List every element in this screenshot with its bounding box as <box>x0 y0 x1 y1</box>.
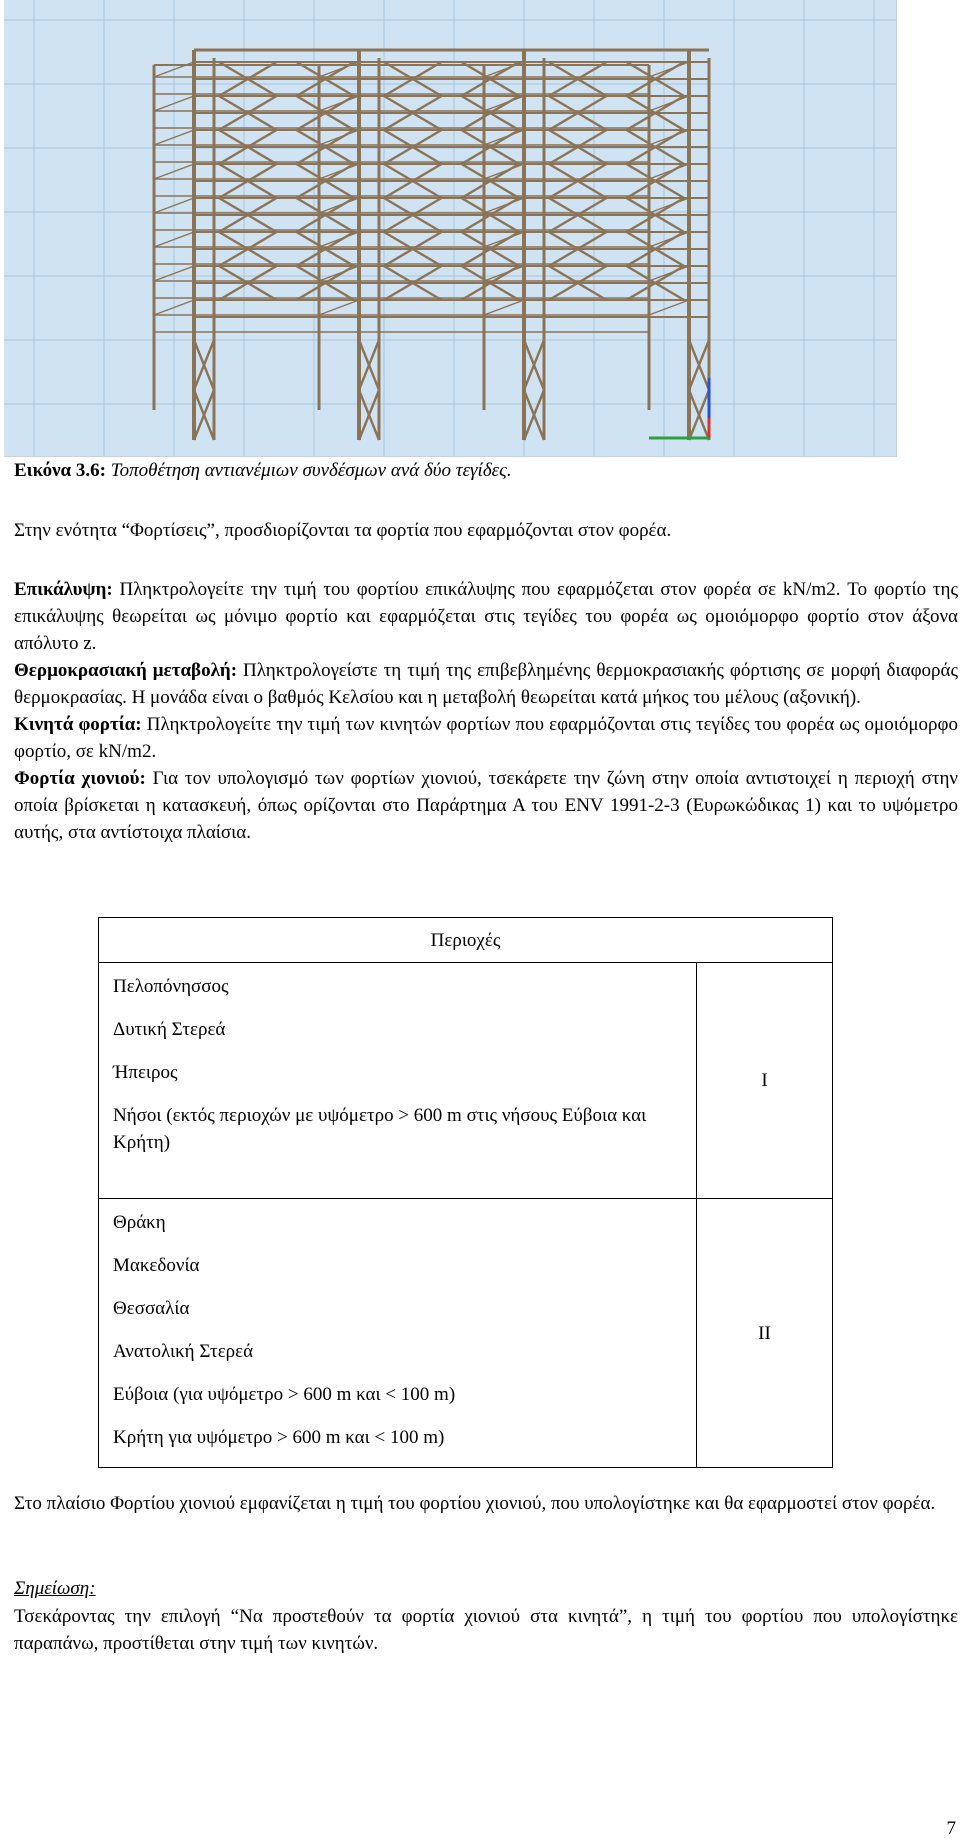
note-title: Σημείωση: <box>14 1578 96 1599</box>
definition-text: Πληκτρολογείτε την τιμή των κινητών φορτίων που εφαρμόζονται στις τεγίδες του φορέα ως ομοιόμορφο φορτίο, σε kN/m2. <box>14 714 958 762</box>
snow-zones-table <box>98 917 833 1468</box>
definition-term: Επικάλυψη: <box>14 579 113 600</box>
region-item: Θεσσαλία <box>113 1298 190 1319</box>
definition-text: Για τον υπολογισμό των φορτίων χιονιού, τσεκάρετε την ζώνη στην οποία αντιστοιχεί η περιοχή στην οποία βρίσκεται η κατασκευή, όπως ορίζονται στο Παράρτημα Α του ENV 1991-2-3 (Ευρωκώδικας 1) και το υψόμετρο αυτής, στα αντίστοιχα πλαίσια. <box>14 768 958 843</box>
definition-term: Θερμοκρασιακή μεταβολή: <box>14 660 238 681</box>
zone-cell: II <box>697 1199 833 1468</box>
regions-cell <box>99 1199 697 1468</box>
region-item: Κρήτη για υψόμετρο > 600 m και < 100 m) <box>113 1427 445 1448</box>
after-table-paragraph: Στο πλαίσιο Φορτίου χιονιού εμφανίζεται η τιμή του φορτίου χιονιού, που υπολογίστηκε και θα εφαρμοστεί στον φορέα. <box>14 1493 936 1514</box>
region-item: Δυτική Στερεά <box>113 1019 226 1040</box>
definition-term: Φορτία χιονιού: <box>14 768 146 789</box>
caption-label: Εικόνα 3.6: <box>14 460 106 481</box>
region-item: Πελοπόνησσος <box>113 976 229 997</box>
region-item: Νήσοι (εκτός περιοχών με υψόμετρο > 600 m στις νήσους Εύβοια και Κρήτη) <box>113 1105 647 1153</box>
region-item: Ήπειρος <box>113 1062 178 1083</box>
note-text: Τσεκάροντας την επιλογή “Να προστεθούν τα φορτία χιονιού στα κινητά”, η τιμή του φορτίου που υπολογίστηκε παραπάνω, προστίθεται στην τιμή των κινητών. <box>14 1606 958 1654</box>
figure-caption <box>14 457 958 484</box>
definition-roofing <box>14 576 958 657</box>
definition-live-loads <box>14 711 958 765</box>
table-row <box>99 1199 833 1468</box>
page-number: 7 <box>946 1818 956 1839</box>
regions-cell <box>99 963 697 1199</box>
region-item: Ανατολική Στερεά <box>113 1341 254 1362</box>
intro-paragraph: Στην ενότητα “Φορτίσεις”, προσδιορίζονται τα φορτία που εφαρμόζονται στον φορέα. <box>14 520 672 541</box>
table-header-row <box>99 918 833 963</box>
definition-text: Πληκτρολογείστε τη τιμή της επιβεβλημένης θερμοκρασιακής φόρτισης σε μορφή διαφοράς θερμοκρασίας. Η μονάδα είναι ο βαθμός Κελσίου και η μεταβολή θεωρείται κατά μήκος του μέλους (αξονική). <box>14 660 959 708</box>
region-item: Θράκη <box>113 1212 166 1233</box>
zone-cell: I <box>697 963 833 1199</box>
region-item: Εύβοια (για υψόμετρο > 600 m και < 100 m) <box>113 1384 456 1405</box>
3d-frame-model-icon <box>4 0 896 456</box>
definitions <box>14 576 958 846</box>
region-item: Μακεδονία <box>113 1255 200 1276</box>
table-header: Περιοχές <box>99 918 833 963</box>
caption-text: Τοποθέτηση αντιανέμιων συνδέσμων ανά δύο τεγίδες. <box>110 460 512 481</box>
structure-figure <box>4 0 897 457</box>
definition-term: Κινητά φορτία: <box>14 714 142 735</box>
table-row <box>99 963 833 1199</box>
definition-text: Πληκτρολογείτε την τιμή του φορτίου επικάλυψης που εφαρμόζεται στον φορέα σε kN/m2. Το φορτίο της επικάλυψης θεωρείται ως μόνιμο φορτίο και εφαρμόζεται στις τεγίδες του φορέα ως ομοιόμορφο φορτίο στον άξονα απόλυτο z. <box>14 579 958 654</box>
definition-temperature <box>14 657 958 711</box>
definition-snow-loads <box>14 765 958 846</box>
